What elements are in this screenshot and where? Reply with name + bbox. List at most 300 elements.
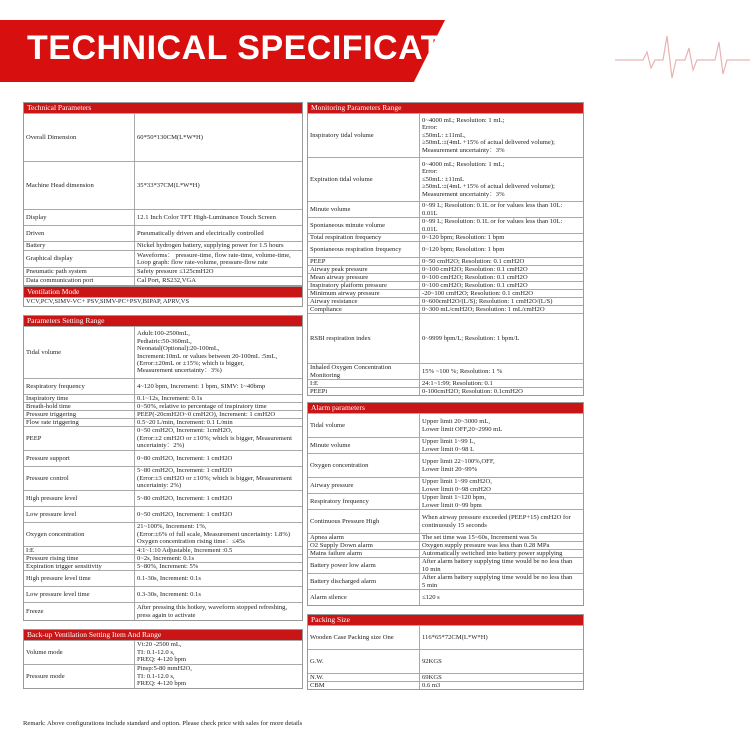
spec-label-text: Breath-hold time xyxy=(26,402,71,410)
spec-value-line: Upper limit 1~99 L, xyxy=(422,438,476,446)
section-packing-size xyxy=(307,614,584,690)
spec-label xyxy=(308,510,420,533)
section-header: Parameters Setting Range xyxy=(24,316,302,326)
spec-label-text: Battery discharged alarm xyxy=(310,577,377,585)
spec-value-line: 0-100cmH2O; Resolution: 0.1cmH2O xyxy=(422,388,523,395)
spec-label xyxy=(24,114,135,161)
spec-row xyxy=(308,681,583,689)
section-header: Monitoring Parameters Range xyxy=(308,103,583,113)
spec-label-text: Oxygen concentration xyxy=(310,461,369,469)
spec-label-text: Wooden Case Packing size One xyxy=(310,633,394,641)
spec-row xyxy=(24,276,302,285)
spec-label xyxy=(308,274,420,281)
spec-value xyxy=(420,438,583,453)
spec-row xyxy=(308,289,583,297)
spec-label-text: Alarm silence xyxy=(310,593,347,601)
spec-label xyxy=(24,226,135,241)
spec-label-text: Inspiratory platform pressure xyxy=(310,281,387,289)
spec-label xyxy=(308,258,420,265)
spec-value xyxy=(420,242,583,257)
spec-value xyxy=(135,242,302,250)
spec-value-line: 5~80 cmH2O, Increment: 1 cmH2O xyxy=(137,494,233,502)
spec-value xyxy=(135,327,302,378)
spec-value xyxy=(420,550,583,557)
spec-value-line: Lower limit 20~99% xyxy=(422,465,478,473)
spec-label xyxy=(308,574,420,589)
spec-label xyxy=(308,282,420,289)
spec-row xyxy=(308,541,583,549)
section-header: Back-up Ventilation Setting Item And Range xyxy=(24,630,302,640)
spec-value-line: 0~80 cmH2O, Increment: 1 cmH2O xyxy=(137,454,233,462)
spec-value xyxy=(135,162,302,209)
spec-value xyxy=(135,563,302,570)
spec-label xyxy=(24,379,135,394)
spec-value xyxy=(420,234,583,241)
spec-label xyxy=(308,158,420,201)
spec-value-line: -20~100 cmH2O; Resolution: 0.1 cmH2O xyxy=(422,290,534,297)
spec-value xyxy=(135,395,302,402)
spec-row xyxy=(24,378,302,394)
spec-row xyxy=(308,453,583,477)
spec-value xyxy=(420,114,583,157)
spec-value-line: 0~50 cmH2O, Increment: 1cmH2O, xyxy=(137,427,233,435)
spec-row xyxy=(24,554,302,562)
spec-label-text: Minute volume xyxy=(310,441,351,449)
spec-label-text: Airway pressure xyxy=(310,481,354,489)
spec-value-line: After pressing this hotkey, waveform stopped refreshing, xyxy=(137,604,288,612)
spec-row xyxy=(24,418,302,426)
spec-row xyxy=(24,410,302,418)
spec-row xyxy=(24,450,302,466)
section-header: Ventilation Mode xyxy=(24,287,302,297)
spec-value-line: 0.1-30s, Increment: 0.1s xyxy=(137,574,201,582)
spec-row xyxy=(308,493,583,509)
spec-label xyxy=(24,419,135,426)
spec-value xyxy=(135,603,302,620)
spec-row xyxy=(24,640,302,664)
section-back-up-ventilation-setting-item-and-range xyxy=(23,629,303,689)
spec-label-text: Pressure triggering xyxy=(26,410,76,418)
spec-row xyxy=(308,297,583,305)
spec-label xyxy=(24,587,135,602)
spec-value-line: 5 min xyxy=(422,581,438,589)
spec-value xyxy=(420,274,583,281)
spec-row xyxy=(308,557,583,573)
spec-label xyxy=(24,467,135,490)
spec-row xyxy=(308,281,583,289)
spec-label xyxy=(24,563,135,570)
spec-label-text: PEEP xyxy=(26,434,42,442)
spec-value-line: Nickel hydrogen battery, supplying power for 1.5 hours xyxy=(137,242,284,250)
spec-row xyxy=(24,570,302,586)
spec-value xyxy=(135,571,302,586)
spec-label-text: CBM xyxy=(310,681,325,689)
section-ventilation-mode xyxy=(23,286,303,307)
spec-label xyxy=(24,451,135,466)
spec-value-line: Pinsp:5-80 mmH2O, xyxy=(137,665,192,673)
spec-value-line: 0~4000 mL; Resolution: 1 mL; xyxy=(422,116,505,124)
spec-value-line: Pediatric:50-360mL, xyxy=(137,337,192,345)
spec-label-text: Spontaneous respiration frequency xyxy=(310,245,402,253)
spec-label xyxy=(24,523,135,546)
spec-label xyxy=(24,242,135,250)
section-text: VCV,PCV,SIMV-VC+ PSV,SIMV-PC+PSV,BIPAP, APRV,VS xyxy=(24,297,302,306)
spec-label xyxy=(308,590,420,605)
spec-value-line: Upper limit 20~3000 mL, xyxy=(422,418,491,426)
spec-value-line: press again to activate xyxy=(137,611,196,619)
spec-value-line: Lower limit OFF,20~2990 mL xyxy=(422,425,503,433)
spec-row xyxy=(308,113,583,157)
right-column xyxy=(307,102,584,698)
spec-row xyxy=(24,326,302,378)
section-alarm-parameters xyxy=(307,402,584,606)
spec-label xyxy=(308,650,420,673)
spec-label xyxy=(308,290,420,297)
spec-row xyxy=(24,250,302,267)
spec-label-text: Respiratory frequency xyxy=(26,382,85,390)
spec-label xyxy=(308,542,420,549)
spec-label xyxy=(308,478,420,493)
spec-label xyxy=(24,555,135,562)
spec-label xyxy=(308,314,420,363)
spec-row xyxy=(308,573,583,589)
spec-row xyxy=(308,533,583,541)
spec-label xyxy=(308,674,420,681)
spec-row xyxy=(24,466,302,490)
spec-label-text: Machine Head dimension xyxy=(26,181,94,189)
spec-value xyxy=(135,555,302,562)
spec-label xyxy=(308,534,420,541)
page-title: TECHNICAL SPECIFICATION xyxy=(27,29,504,67)
spec-value-line: uncertainty：2%) xyxy=(137,442,185,450)
spec-label-text: Pressure support xyxy=(26,454,70,462)
spec-label xyxy=(308,380,420,387)
spec-row xyxy=(24,586,302,602)
spec-label-text: Data communication port xyxy=(26,277,94,285)
spec-row xyxy=(308,257,583,265)
spec-value-line: uncertainty: 2%) xyxy=(137,482,182,490)
spec-value-line: ≥50mL:±(4mL +15% of actual delivered volume); xyxy=(422,139,555,147)
spec-value-line: After alarm battery supplying time would be no less than xyxy=(422,574,573,582)
spec-label xyxy=(24,665,135,688)
spec-value-line: After alarm battery supplying time would be no less than xyxy=(422,558,573,566)
spec-value-line: Lower limit 0~98 L xyxy=(422,445,475,453)
spec-value xyxy=(135,427,302,450)
spec-value xyxy=(135,491,302,506)
spec-row xyxy=(24,664,302,688)
spec-value xyxy=(420,414,583,437)
spec-value xyxy=(135,419,302,426)
spec-label-text: O2 Supply Down alarm xyxy=(310,541,373,549)
spec-row xyxy=(24,426,302,450)
spec-label-text: Low pressure level xyxy=(26,510,77,518)
spec-value-line: 0~120 bpm; Resolution: 1 bpm xyxy=(422,234,505,241)
spec-value xyxy=(420,314,583,363)
spec-value-line: Upper limit 1~99 cmH2O, xyxy=(422,478,492,486)
spec-value-line: PEEP(-20cmH2O~0 cmH2O), Increment: 1 cmH2O xyxy=(137,411,276,418)
spec-label-text: Expiration tidal volume xyxy=(310,175,373,183)
spec-value-line: Error: xyxy=(422,168,438,176)
spec-row xyxy=(24,490,302,506)
spec-value xyxy=(420,380,583,387)
section-header: Technical Parameters xyxy=(24,103,302,113)
spec-value-line: 0.01L xyxy=(422,209,438,217)
spec-value xyxy=(420,306,583,313)
spec-value-line: Automatically switched into battery power supplying xyxy=(422,550,563,557)
spec-value xyxy=(420,258,583,265)
spec-row xyxy=(308,549,583,557)
spec-label-text: Volume mode xyxy=(26,648,63,656)
spec-label-text: I:E xyxy=(26,546,35,554)
spec-value-line: Lower limit 0~98 cmH2O xyxy=(422,485,491,493)
spec-label xyxy=(24,268,135,276)
spec-value-line: ≤120 s xyxy=(422,593,440,601)
spec-value-line: FREQ: 4-120 bpm xyxy=(137,680,187,688)
spec-label-text: Minute volume xyxy=(310,205,351,213)
spec-value xyxy=(135,268,302,276)
spec-label-text: Low pressure level time xyxy=(26,590,90,598)
spec-value-line: Upper limit 1~120 bpm, xyxy=(422,494,487,502)
spec-value xyxy=(420,626,583,649)
spec-value-line: 0~50 cmH2O; Resolution: 0.1 cmH2O xyxy=(422,258,525,265)
spec-label xyxy=(308,218,420,233)
spec-value-line: Upper limit 22~100%,OFF, xyxy=(422,458,495,466)
spec-value-line: (Error:±3 cmH2O or ±10%; which is bigger, Measurement xyxy=(137,474,292,482)
spec-label-text: Driven xyxy=(26,229,45,237)
spec-row xyxy=(308,509,583,533)
spec-value-line: Lower limit 0~99 bpm xyxy=(422,501,482,509)
spec-label-text: PEEPi xyxy=(310,387,328,395)
spec-label xyxy=(24,395,135,402)
spec-label-text: RSBI respiration index xyxy=(310,334,371,342)
spec-label-text: High pressure level time xyxy=(26,574,91,582)
spec-value xyxy=(420,158,583,201)
spec-value xyxy=(420,290,583,297)
spec-value-line: 0~120 bpm; Resolution: 1 bpm xyxy=(422,245,505,253)
spec-value xyxy=(420,266,583,273)
spec-row xyxy=(308,477,583,493)
spec-label-text: Pressure mode xyxy=(26,672,65,680)
spec-value xyxy=(420,534,583,541)
spec-row xyxy=(24,267,302,276)
spec-row xyxy=(24,562,302,570)
spec-row xyxy=(308,363,583,379)
spec-label xyxy=(308,414,420,437)
spec-label-text: Inspiratory time xyxy=(26,394,69,402)
spec-value-line: 0.6 m3 xyxy=(422,682,441,689)
spec-value-line: 116*65*72CM(L*W*H) xyxy=(422,633,488,641)
spec-label xyxy=(24,507,135,522)
spec-row xyxy=(24,506,302,522)
spec-value-line: Measurement uncertainty：3% xyxy=(422,146,505,154)
spec-value-line: 0~9999 bpm/L; Resolution: 1 bpm/L xyxy=(422,334,520,342)
spec-value-line: TI: 0.1-12.0 s, xyxy=(137,648,175,656)
section-parameters-setting-range xyxy=(23,315,303,621)
spec-row xyxy=(308,379,583,387)
spec-label xyxy=(308,364,420,379)
spec-value xyxy=(420,510,583,533)
spec-label-text: Graphical display xyxy=(26,255,73,263)
spec-label-text: G.W. xyxy=(310,657,324,665)
spec-label-text: Respiratory frequency xyxy=(310,497,369,505)
spec-label-text: Oxygen concentration xyxy=(26,530,85,538)
spec-value-line: Waveforms： pressure-time, flow rate-time, volume-time, xyxy=(137,251,291,259)
spec-value-line: 0.01L xyxy=(422,225,438,233)
spec-label xyxy=(24,327,135,378)
spec-label xyxy=(24,251,135,267)
spec-value xyxy=(135,379,302,394)
spec-value-line: When airway pressure exceeded (PEEP+15) cmH2O for xyxy=(422,514,571,522)
spec-label-text: Expiration trigger sensitivity xyxy=(26,562,102,570)
spec-value-line: Measurement uncertainty：3% xyxy=(422,190,505,198)
spec-label xyxy=(24,411,135,418)
spec-row xyxy=(308,305,583,313)
spec-label-text: Airway resistance xyxy=(310,297,358,305)
spec-label xyxy=(24,603,135,620)
spec-label xyxy=(308,234,420,241)
spec-value-line: 21~100%, Increment: 1%, xyxy=(137,523,207,531)
spec-label-text: Total respiration frequency xyxy=(310,233,382,241)
spec-value xyxy=(135,226,302,241)
spec-value-line: 0~99 L; Resolution: 0.1L or for values less than 10L: xyxy=(422,218,563,226)
spec-value-line: 0~99 L; Resolution: 0.1L or for values less than 10L: xyxy=(422,202,563,210)
spec-value xyxy=(420,282,583,289)
spec-value-line: 0~50%, relative to percentage of inspiratory time xyxy=(137,403,267,410)
heartbeat-line-icon xyxy=(615,28,750,88)
spec-row xyxy=(308,217,583,233)
spec-value-line: 0~300 mL/cmH2O; Resolution: 1 mL/cmH2O xyxy=(422,306,545,313)
spec-value xyxy=(135,251,302,267)
spec-value xyxy=(135,641,302,664)
spec-value xyxy=(420,388,583,395)
spec-row xyxy=(308,437,583,453)
spec-value xyxy=(420,674,583,681)
spec-row xyxy=(24,402,302,410)
left-column xyxy=(23,102,303,697)
spec-value-line: 0.3-30s, Increment: 0.1s xyxy=(137,590,201,598)
spec-label xyxy=(308,550,420,557)
spec-value-line: 0~600cmH2O/(L/S); Resolution: 1 cmH2O/(L/S) xyxy=(422,298,553,305)
spec-value-line: continuously 15 seconds xyxy=(422,521,487,529)
spec-value-line: 5~80%, Increment: 5% xyxy=(137,563,199,570)
spec-row xyxy=(308,649,583,673)
spec-label-text: Airway peak pressure xyxy=(310,265,368,273)
spec-row xyxy=(24,602,302,620)
spec-value-line: Measurement uncertainty：3%) xyxy=(137,367,222,375)
spec-label-text: Minimum airway pressure xyxy=(310,289,380,297)
spec-value-line: 0.5~20 L/min, Increment: 0.1 L/min xyxy=(137,419,233,426)
spec-label-text: Flow rate triggering xyxy=(26,418,79,426)
spec-row xyxy=(308,625,583,649)
spec-value-line: 60*50*130CM(L*W*H) xyxy=(137,133,203,141)
spec-row xyxy=(308,413,583,437)
section-header: Packing Size xyxy=(308,615,583,625)
spec-value-line: Oxygen supply pressure was less than 0.28 MPa xyxy=(422,542,550,549)
spec-value-line: TI: 0.1-12.0 s, xyxy=(137,672,175,680)
spec-value-line: 35*33*37CM(L*W*H) xyxy=(137,181,200,189)
spec-label xyxy=(308,494,420,509)
spec-value-line: 69KGS xyxy=(422,674,442,681)
spec-row xyxy=(24,225,302,241)
spec-value xyxy=(135,411,302,418)
spec-value-line: 4:1~1:10 Adjustable, Increment :0.5 xyxy=(137,547,233,554)
spec-label-text: Compliance xyxy=(310,305,342,313)
spec-value-line: Pneumatically driven and electrically controlled xyxy=(137,229,264,237)
spec-label-text: Tidal volume xyxy=(26,348,62,356)
spec-value-line: ≤50mL: ±11mL xyxy=(422,175,464,183)
spec-label xyxy=(308,438,420,453)
spec-value-line: 0.1~12s, Increment: 0.1s xyxy=(137,395,203,402)
spec-value-line: Vt:20 -2500 mL, xyxy=(137,641,182,649)
spec-label xyxy=(308,388,420,395)
spec-label-text: Continuous Pressure High xyxy=(310,517,380,525)
spec-label xyxy=(24,403,135,410)
spec-value xyxy=(135,210,302,225)
spec-label xyxy=(24,210,135,225)
spec-label-text: Pressure rising time xyxy=(26,554,79,562)
spec-value xyxy=(420,364,583,379)
spec-label-text: High pressure level xyxy=(26,494,78,502)
spec-label xyxy=(308,266,420,273)
spec-value xyxy=(135,507,302,522)
spec-value-line: ≥50mL:±(4mL +15% of actual delivered volume); xyxy=(422,183,555,191)
spec-label-text: Mean airway pressure xyxy=(310,273,369,281)
spec-label xyxy=(308,202,420,217)
spec-label xyxy=(308,558,420,573)
section-technical-parameters xyxy=(23,102,303,286)
spec-value xyxy=(420,682,583,689)
spec-label-text: Apnea alarm xyxy=(310,533,344,541)
spec-label-text: I:E xyxy=(310,379,319,387)
spec-value-line: 0~4000 mL; Resolution: 1 mL; xyxy=(422,160,505,168)
spec-label-text: Mains failure alarm xyxy=(310,549,362,557)
spec-label-text: Inspiratory tidal volume xyxy=(310,131,374,139)
spec-value-line: Safety pressure ≤125cmH2O xyxy=(137,268,214,276)
spec-label xyxy=(24,491,135,506)
spec-label-text: Tidal volume xyxy=(310,421,346,429)
spec-label xyxy=(24,277,135,285)
spec-value-line: Adult:100-2500mL, xyxy=(137,330,190,338)
spec-value-line: (Error:±20mL or ±15%; which is bigger, xyxy=(137,359,245,367)
spec-row xyxy=(308,201,583,217)
spec-value-line: Oxygen concentration rising time：≤45s xyxy=(137,538,245,546)
spec-row xyxy=(308,387,583,395)
spec-value-line: Loop graph: flow rate-volume, pressure-flow rate xyxy=(137,259,268,266)
spec-value xyxy=(135,547,302,554)
spec-value xyxy=(135,451,302,466)
spec-label xyxy=(308,114,420,157)
spec-value xyxy=(135,467,302,490)
spec-label-text: Pressure control xyxy=(26,474,69,482)
spec-row xyxy=(24,241,302,250)
spec-label-text: Inhaled Oxygen Concentration Monitoring xyxy=(310,364,392,379)
spec-value-line: 10 min xyxy=(422,565,441,573)
spec-value xyxy=(420,454,583,477)
spec-label-text: Display xyxy=(26,213,47,221)
spec-value xyxy=(420,574,583,589)
spec-value xyxy=(135,587,302,602)
spec-value-line: Increment:10mL or values between 20-100mL :5mL, xyxy=(137,352,278,360)
spec-row xyxy=(308,273,583,281)
spec-label xyxy=(24,571,135,586)
spec-value-line: FREQ: 4-120 bpm xyxy=(137,656,187,664)
spec-row xyxy=(308,673,583,681)
spec-label-text: Pneumatic path system xyxy=(26,268,87,276)
spec-value-line: 4~120 bpm, Increment: 1 bpm, SIMV: 1~40bmp xyxy=(137,382,266,390)
remark-note: Remark: Above configurations include standard and option. Please check price with sales for more details xyxy=(23,720,303,727)
spec-label xyxy=(24,162,135,209)
spec-label-text: N.W. xyxy=(310,673,324,681)
